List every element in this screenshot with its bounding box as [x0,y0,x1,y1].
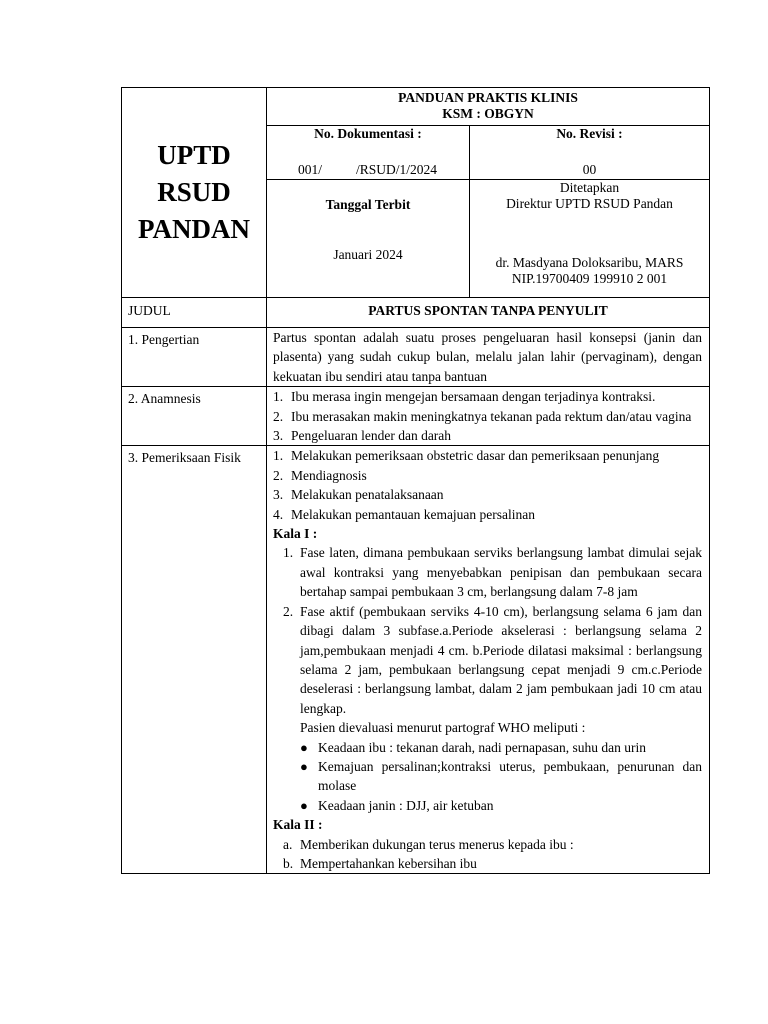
approval-cell [470,180,710,298]
document-number-value [267,162,469,178]
document-number-label: No. Dokumentasi : [314,126,422,141]
list-text: Kemajuan persalinan;kontraksi uterus, pembukaan, penurunan dan molase [318,758,702,794]
revision-cell [470,126,710,180]
list-text: Keadaan ibu : tekanan darah, nadi pernapasan, suhu dan urin [318,739,647,755]
list-text: Fase aktif (pembukaan serviks 4-10 cm), berlangsung selama 6 jam dan dibagi dalam 3 subfase.a.Periode akselerasi : berlangsung selama 2 jam,pembukaan menjadi 4 cm. b.Periode dilatasi maksimal : berlangsung selama 2 jam, pembukaan berlangsung cepat menjadi 9 cm.c.Periode deselerasi : berlangsung lambat, dalam 2 jam pembukaan jadi 10 cm atau lengkap. [300,603,702,716]
list-text: Pengeluaran lender dan darah [291,428,452,444]
anamnesis-label: 2. Anamnesis [122,387,267,446]
pengertian-text: Partus spontan adalah suatu proses pengeluaran hasil konsepsi (janin dan plasenta) yang sudah cukup bulan, melalu jalan lahir (pervaginam), dengan kekuatan ibu sendiri atau tanpa bantuan [267,328,710,387]
signatory-name: dr. Masdyana Doloksaribu, MARS [495,255,684,270]
list-number: 1. [273,389,284,405]
document-number-prefix: 001/ [298,162,323,177]
pemeriksaan-list [273,446,702,524]
list-item [273,407,702,426]
list-text: Melakukan penatalaksanaan [291,487,444,503]
hospital-name-line2: RSUD [157,177,231,207]
list-number: 2. [273,408,284,424]
partograf-intro: Pasien dievaluasi menurut partograf WHO meliputi : [300,720,586,736]
kala2-heading: Kala II : [273,817,323,833]
revision-label: No. Revisi : [556,126,623,141]
issue-date-value: Januari 2024 [333,247,403,262]
document-title-line2: KSM : OBGYN [442,106,534,121]
list-item [273,835,702,854]
approved-label: Ditetapkan [559,180,620,195]
list-text: Melakukan pemantauan kemajuan persalinan [291,506,536,522]
issue-date-cell [267,180,470,298]
list-item [273,602,702,718]
list-text: Ibu merasa ingin mengejan bersamaan dengan terjadinya kontraksi. [291,389,656,405]
list-text: Melakukan pemeriksaan obstetric dasar dan pemeriksaan penunjang [291,448,660,464]
anamnesis-list [273,387,702,445]
list-text: Memberikan dukungan terus menerus kepada ibu : [300,836,574,852]
partograf-list [299,738,702,816]
list-number: 1. [283,545,294,561]
list-item [273,466,702,485]
list-item [299,757,702,796]
list-letter: b. [283,855,294,871]
hospital-name-line1: UPTD [157,140,231,170]
list-number: 1. [273,448,284,464]
kala2-list [273,835,702,874]
bullet-icon: ● [300,739,308,755]
list-number: 4. [273,506,284,522]
list-text: Keadaan janin : DJJ, air ketuban [318,797,494,813]
list-item [273,387,702,406]
pengertian-label: 1. Pengertian [122,328,267,387]
signatory-nip: NIP.19700409 199910 2 001 [511,271,668,286]
judul-value: PARTUS SPONTAN TANPA PENYULIT [267,298,710,328]
document-number-suffix: /RSUD/1/2024 [356,162,438,177]
list-item [273,446,702,465]
list-item [273,854,702,873]
list-item [299,738,702,757]
list-number: 2. [283,603,294,619]
pemeriksaan-body [267,446,710,874]
list-text: Mendiagnosis [291,467,367,483]
bullet-icon: ● [300,758,308,774]
list-item [273,426,702,445]
list-text: Fase laten, dimana pembukaan serviks berlangsung lambat dimulai sejak awal kontraksi yang menyebabkan penipisan dan pembukaan secara bertahap sampai pembukaan 3 cm, berlangsung dalam 7-8 jam [300,545,702,600]
document-title [267,88,710,126]
revision-value: 00 [582,162,597,177]
list-number: 2. [273,467,284,483]
list-number: 3. [273,487,284,503]
list-letter: a. [283,836,293,852]
list-number: 3. [273,428,284,444]
list-item [299,796,702,815]
hospital-name [122,88,267,298]
anamnesis-body [267,387,710,446]
document-title-line1: PANDUAN PRAKTIS KLINIS [398,90,578,105]
list-text: Ibu merasakan makin meningkatnya tekanan pada rektum dan/atau vagina [291,408,692,424]
bullet-icon: ● [300,797,308,813]
issue-date-label: Tanggal Terbit [325,197,411,212]
list-text: Mempertahankan kebersihan ibu [300,855,477,871]
hospital-name-line3: PANDAN [138,214,250,244]
kala1-heading: Kala I : [273,526,318,542]
document-number-cell [267,126,470,180]
list-item [273,505,702,524]
pemeriksaan-label: 3. Pemeriksaan Fisik [122,446,267,874]
judul-label: JUDUL [122,298,267,328]
list-item [273,485,702,504]
approved-by: Direktur UPTD RSUD Pandan [506,196,673,211]
kala1-list [273,543,702,718]
clinical-guideline-table [121,87,710,874]
list-item [273,543,702,601]
